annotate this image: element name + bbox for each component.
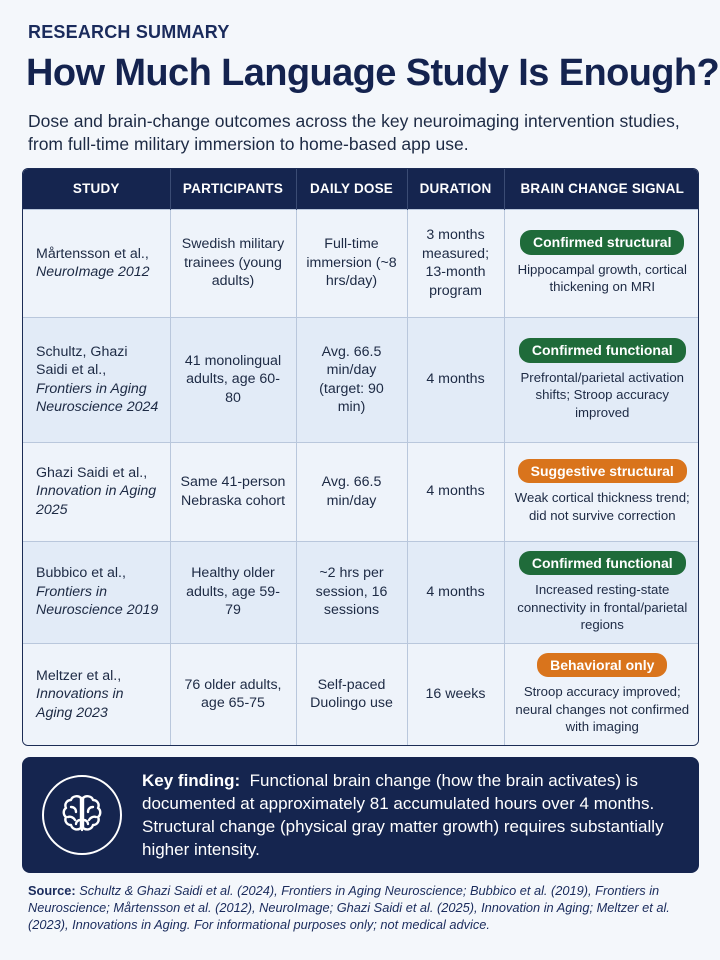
daily-dose-cell: Full-time immersion (~8 hrs/day) <box>296 209 407 317</box>
participants-cell: 41 monolingual adults, age 60-80 <box>170 317 296 442</box>
daily-dose-cell: Self-paced Duolingo use <box>296 643 407 745</box>
signal-description: Prefrontal/parietal activation shifts; Stroop accuracy improved <box>520 369 684 420</box>
study-journal: Innovation in Aging 2025 <box>36 483 157 518</box>
brain-change-signal-cell <box>504 209 699 317</box>
signal-description: Increased resting-state connectivity in frontal/parietal regions <box>517 582 688 632</box>
duration-cell: 4 months <box>407 442 504 541</box>
participants-cell: Swedish military trainees (young adults) <box>170 209 296 317</box>
brain-change-signal-cell <box>504 317 699 442</box>
column-header-participants: PARTICIPANTS <box>170 169 296 209</box>
study-cell <box>23 541 170 643</box>
signal-badge: Behavioral only <box>537 653 667 678</box>
signal-badge: Confirmed functional <box>519 338 686 363</box>
brain-change-signal-cell <box>504 643 699 745</box>
signal-badge: Suggestive structural <box>518 459 687 484</box>
signal-badge: Confirmed structural <box>520 230 684 255</box>
study-cell <box>23 643 170 745</box>
daily-dose-cell: ~2 hrs per session, 16 sessions <box>296 541 407 643</box>
duration-cell: 3 months measured; 13-month program <box>407 209 504 317</box>
study-journal: Frontiers in Neuroscience 2019 <box>36 583 159 619</box>
eyebrow-label: RESEARCH SUMMARY <box>28 22 230 42</box>
table-row <box>23 541 699 643</box>
source-label: Source: <box>28 883 76 898</box>
key-finding-text <box>142 769 687 861</box>
study-journal: Frontiers in Aging Neuroscience 2024 <box>36 380 159 415</box>
table-row <box>23 317 699 442</box>
duration-cell: 4 months <box>407 541 504 643</box>
page-subtitle: Dose and brain-change outcomes across the key neuroimaging intervention studies, from full-time military immersion to home-based app use. <box>28 111 680 154</box>
participants-cell: Healthy older adults, age 59-79 <box>170 541 296 643</box>
page-title: How Much Language Study Is Enough? <box>26 52 720 94</box>
signal-description: Hippocampal growth, cortical thickening on MRI <box>517 261 687 295</box>
duration-cell: 16 weeks <box>407 643 504 745</box>
column-header-study: STUDY <box>23 169 170 209</box>
brain-change-signal-cell <box>504 442 699 541</box>
column-header-brain-change-signal: BRAIN CHANGE SIGNAL <box>504 169 699 209</box>
signal-description: Weak cortical thickness trend; did not survive correction <box>514 490 690 523</box>
study-journal: Innovations in Aging 2023 <box>36 686 124 721</box>
table-row <box>23 643 699 745</box>
participants-cell: 76 older adults, age 65-75 <box>170 643 296 745</box>
study-cell <box>23 442 170 541</box>
key-finding-body: Functional brain change (how the brain activates) is documented at approximately 81 accumulated hours over 4 months. Structural change (physical gray matter growth) requires substantially higher intensity. <box>142 771 664 859</box>
study-authors: Ghazi Saidi et al., <box>36 464 148 481</box>
column-header-duration: DURATION <box>407 169 504 209</box>
study-authors: Schultz, Ghazi Saidi et al., <box>36 343 128 378</box>
daily-dose-cell: Avg. 66.5 min/day <box>296 442 407 541</box>
studies-table <box>22 168 699 746</box>
key-finding-callout <box>22 757 699 873</box>
signal-description: Stroop accuracy improved; neural changes not confirmed with imaging <box>515 684 690 735</box>
participants-cell: Same 41-person Nebraska cohort <box>170 442 296 541</box>
signal-badge: Confirmed functional <box>519 551 686 576</box>
column-header-daily-dose: DAILY DOSE <box>296 169 407 209</box>
table-row <box>23 209 699 317</box>
table-header-row <box>23 169 699 209</box>
study-cell <box>23 209 170 317</box>
source-text: Schultz & Ghazi Saidi et al. (2024), Frontiers in Aging Neuroscience; Bubbico et al. (2019), Frontiers in Neuroscience; Mårtensson et al. (2012), NeuroImage; Ghazi Saidi et al. (2025), Innovation in Aging; Meltzer et al. (2023), Innovations in Aging. For informational purposes only; not medical advice. <box>28 883 670 932</box>
brain-icon <box>42 775 122 855</box>
study-authors: Bubbico et al., <box>36 565 126 582</box>
study-authors: Mårtensson et al., <box>36 245 149 262</box>
study-journal: NeuroImage 2012 <box>36 264 150 280</box>
duration-cell: 4 months <box>407 317 504 442</box>
source-note <box>28 882 698 933</box>
key-finding-label: Key finding: <box>142 771 241 790</box>
table-row <box>23 442 699 541</box>
study-cell <box>23 317 170 442</box>
daily-dose-cell: Avg. 66.5 min/day (target: 90 min) <box>296 317 407 442</box>
brain-change-signal-cell <box>504 541 699 643</box>
study-authors: Meltzer et al., <box>36 667 122 684</box>
